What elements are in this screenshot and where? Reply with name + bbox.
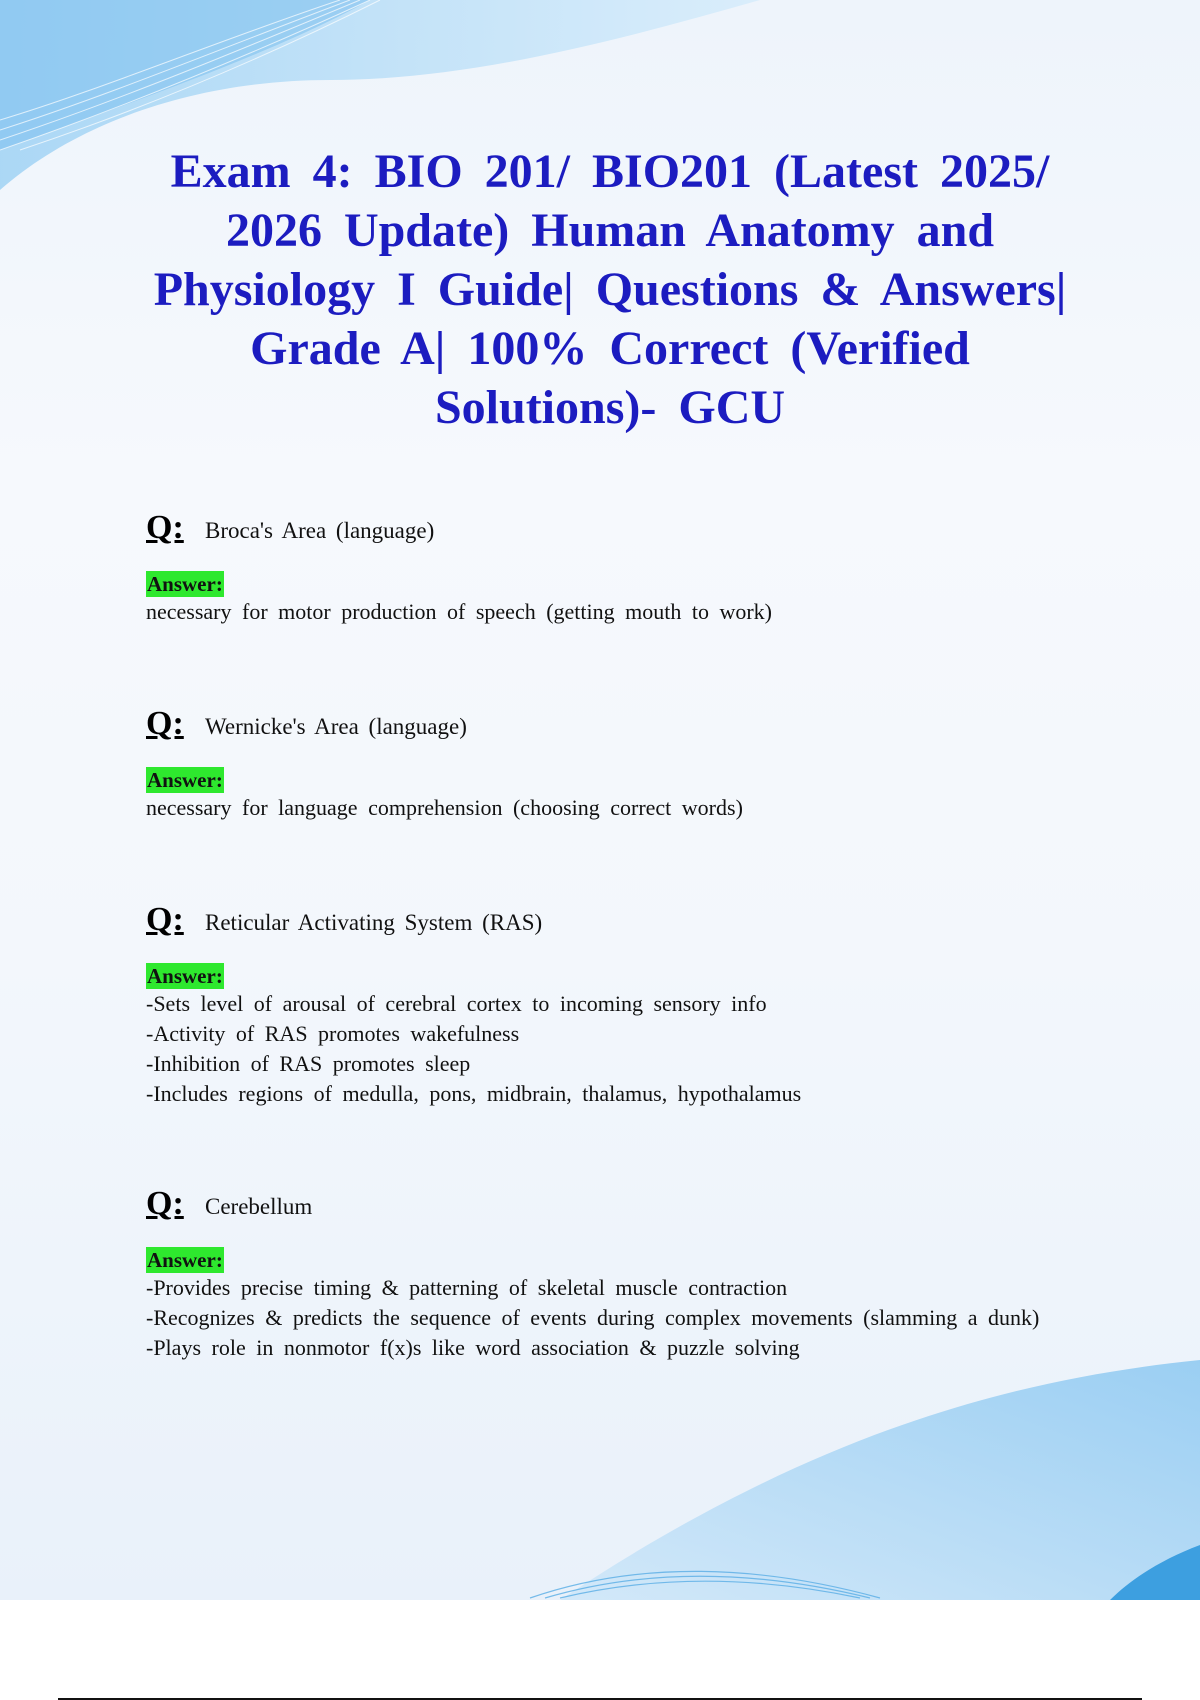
document-title: Exam 4: BIO 201/ BIO201 (Latest 2025/ 2026 Update) Human Anatomy and Physiology I Guide| Questions & Answers| Grade A| 100% Correct (Verified Solutions)- GCU: [153, 145, 1067, 434]
answer-line: -Inhibition of RAS promotes sleep: [146, 1051, 471, 1076]
question-label: Q:: [146, 509, 184, 546]
qa-item: [146, 509, 1076, 627]
answer-label: Answer:: [147, 572, 223, 596]
question-label: Q:: [146, 901, 184, 938]
question-text: Wernicke's Area (language): [205, 714, 467, 739]
answer-line: necessary for motor production of speech (getting mouth to work): [146, 599, 773, 624]
answer-line: -Provides precise timing & patterning of skeletal muscle contraction: [146, 1275, 788, 1300]
qa-item: [146, 705, 1076, 823]
answer-label: Answer:: [147, 964, 223, 988]
answer-label: Answer:: [147, 1248, 223, 1272]
question-text: Broca's Area (language): [205, 518, 435, 543]
answer-line: -Activity of RAS promotes wakefulness: [146, 1021, 520, 1046]
answer-line: necessary for language comprehension (choosing correct words): [146, 795, 743, 820]
question-text: Reticular Activating System (RAS): [205, 910, 543, 935]
qa-item: [146, 1185, 1076, 1363]
answer-label: Answer:: [147, 768, 223, 792]
qa-item: [146, 901, 1076, 1109]
question-label: Q:: [146, 705, 184, 742]
question-text: Cerebellum: [205, 1194, 313, 1219]
answer-line: -Recognizes & predicts the sequence of events during complex movements (slamming a dunk): [146, 1305, 1040, 1330]
question-label: Q:: [146, 1185, 184, 1222]
bottom-right-wave: [560, 1360, 1200, 1600]
answer-line: -Includes regions of medulla, pons, midbrain, thalamus, hypothalamus: [146, 1081, 802, 1106]
answer-line: -Sets level of arousal of cerebral cortex to incoming sensory info: [146, 991, 767, 1016]
answer-line: -Plays role in nonmotor f(x)s like word association & puzzle solving: [146, 1335, 800, 1360]
